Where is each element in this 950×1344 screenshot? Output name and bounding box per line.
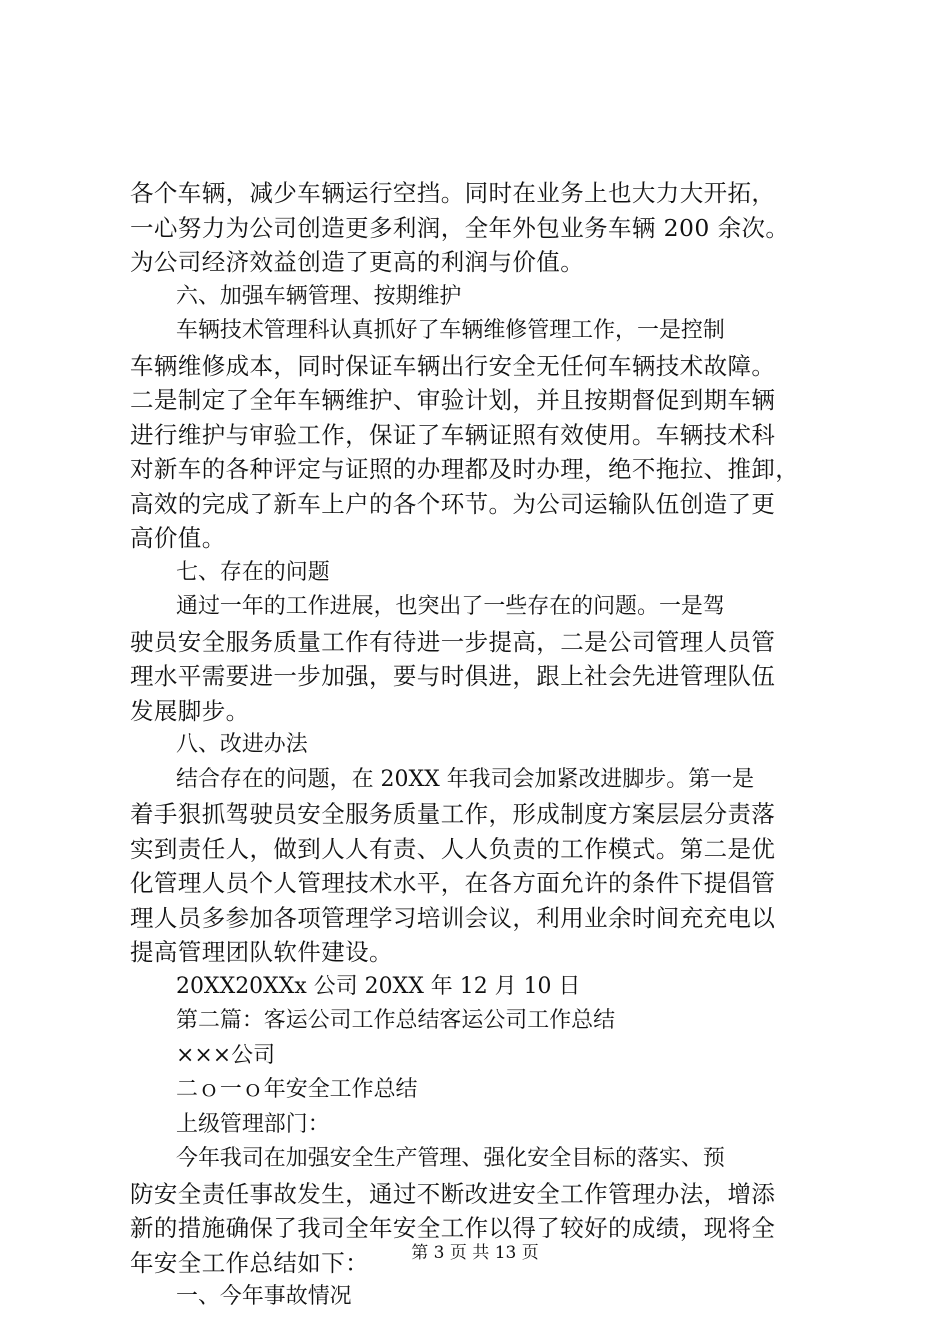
text-line: 理人员多参加各项管理学习培训会议，利用业余时间充充电以 xyxy=(130,903,776,932)
text-line: 一心努力为公司创造更多利润，全年外包业务车辆 200 余次。 xyxy=(130,213,790,242)
text-line: 为公司经济效益创造了更高的利润与价值。 xyxy=(130,248,585,276)
text-line: 进行维护与审验工作，保证了车辆证照有效使用。车辆技术科 xyxy=(130,420,776,449)
text-line: 六、加强车辆管理、按期维护 xyxy=(176,283,462,309)
text-line: 八、改进办法 xyxy=(176,732,308,757)
text-line: ×××公司 xyxy=(176,1042,276,1068)
text-line: 实到责任人，做到人人有责、人人负责的工作模式。第二是优 xyxy=(130,834,776,863)
text-line: 结合存在的问题，在 20XX 年我司会加紧改进脚步。第一是 xyxy=(176,766,755,792)
document-body xyxy=(130,176,835,1315)
text-line: 高价值。 xyxy=(130,524,226,552)
text-line: 防安全责任事故发生，通过不断改进安全工作管理办法，增添 xyxy=(130,1179,776,1208)
text-line: 车辆技术管理科认真抓好了车辆维修管理工作，一是控制 xyxy=(176,318,725,343)
text-line: 高效的完成了新车上户的各个环节。为公司运输队伍创造了更 xyxy=(130,489,776,518)
text-line: 二ｏ一ｏ年安全工作总结 xyxy=(176,1077,418,1102)
text-line: 提高管理团队软件建设。 xyxy=(130,938,393,966)
text-line: 车辆维修成本，同时保证车辆出行安全无任何车辆技术故障。 xyxy=(130,351,776,380)
text-line: 驶员安全服务质量工作有待进一步提高，二是公司管理人员管 xyxy=(130,627,776,656)
page-footer: 第 3 页 共 13 页 xyxy=(411,1243,539,1263)
text-line: 对新车的各种评定与证照的办理都及时办理，绝不拖拉、推卸， xyxy=(130,455,800,483)
text-line: 上级管理部门： xyxy=(176,1111,330,1137)
text-line: 着手狠抓驾驶员安全服务质量工作，形成制度方案层层分责落 xyxy=(130,800,776,828)
text-line: 化管理人员个人管理技术水平，在各方面允许的条件下提倡管 xyxy=(130,869,776,897)
text-line: 理水平需要进一步加强，要与时俱进，跟上社会先进管理队伍 xyxy=(130,662,776,690)
text-line: 通过一年的工作进展，也突出了一些存在的问题。一是驾 xyxy=(176,594,725,619)
text-line: 年安全工作总结如下： xyxy=(130,1248,369,1277)
text-line: 一、今年事故情况 xyxy=(176,1284,352,1309)
text-line: 20XX20XXx 公司 20XX 年 12 月 10 日 xyxy=(176,973,581,999)
text-line: 七、存在的问题 xyxy=(176,559,330,585)
text-line: 第二篇：客运公司工作总结客运公司工作总结 xyxy=(176,1008,616,1033)
text-line: 各个车辆，减少车辆运行空挡。同时在业务上也大力大开拓， xyxy=(130,179,776,207)
text-line: 新的措施确保了我司全年安全工作以得了较好的成绩，现将全 xyxy=(130,1214,776,1242)
text-line: 发展脚步。 xyxy=(130,696,250,725)
text-line: 今年我司在加强安全生产管理、强化安全目标的落实、预 xyxy=(176,1146,725,1171)
text-line: 二是制定了全年车辆维护、审验计划，并且按期督促到期车辆 xyxy=(130,386,776,414)
